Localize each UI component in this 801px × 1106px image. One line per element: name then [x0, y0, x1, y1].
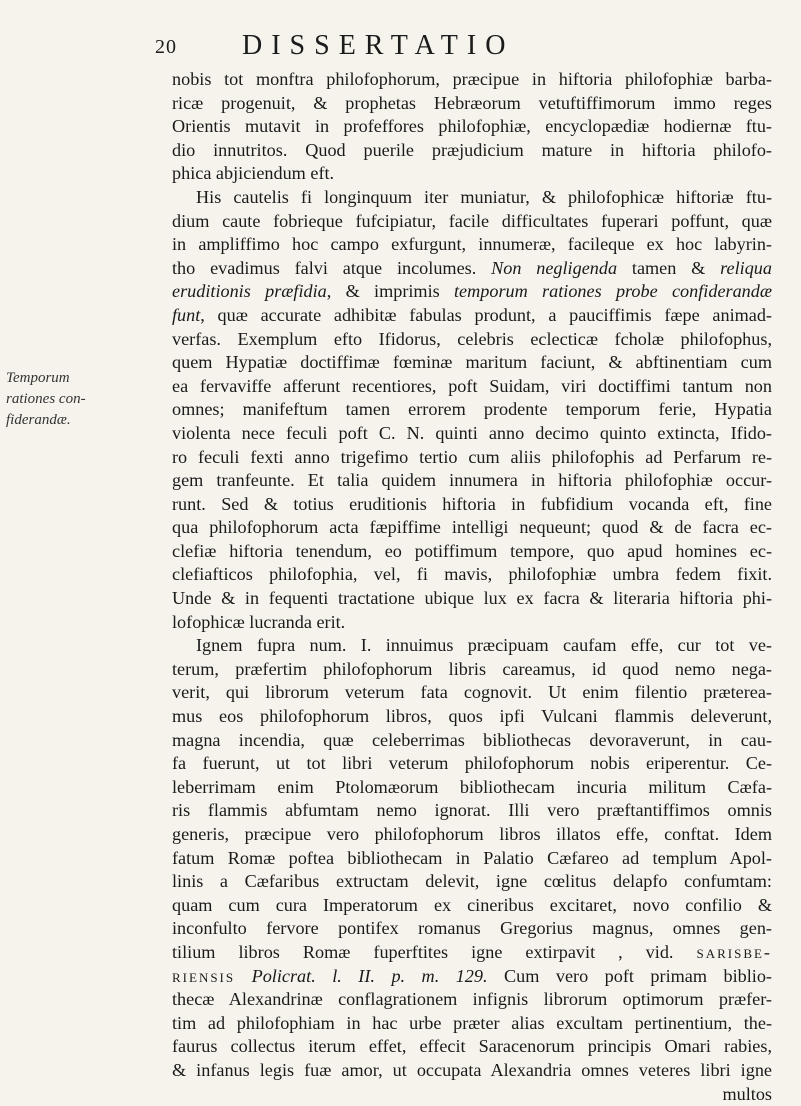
- text-run: tamen &: [617, 257, 721, 278]
- text-line: [172, 965, 772, 989]
- text-line: dium caute fobrieque fufcipiatur, facile difficultates fuperari poffunt, quæ: [172, 210, 772, 231]
- italic-run: eruditionis præfidia: [172, 281, 327, 302]
- text-line: ris flammis abfumtam nemo ignorat. Illi vero præftantiffimos omnis: [172, 800, 772, 821]
- text-line: tim ad philofophiam in hac urbe præter alias excultam pertinentium, the-: [172, 1012, 772, 1033]
- text-line: generis, præcipue vero philofophorum libros illatos effe, conftat. Idem: [172, 824, 772, 844]
- text-line: verfas. Exemplum efto Ifidorus, celebris eclecticæ fcholæ philofophus,: [172, 328, 772, 349]
- text-line: terum, præfertim philofophorum libris careamus, id quod nemo nega-: [172, 658, 772, 679]
- body-text: [172, 68, 772, 1106]
- text-line: & infanus legis fuæ amor, ut occupata Alexandria omnes veteres libri igne: [172, 1059, 772, 1080]
- text-run: , & imprimis: [326, 281, 454, 302]
- margin-note-line: Temporum: [6, 370, 70, 386]
- text-line: Orientis mutavit in profeffores philofophiæ, encyclopædiæ hodiernæ ftu-: [172, 116, 772, 137]
- text-line: gem tranfeunte. Et talia quidem innumera in hiftoria philofophiæ occur-: [172, 470, 772, 491]
- text-line: thecæ Alexandrinæ conflagrationem infignis librorum optimorum præfer-: [172, 989, 772, 1010]
- text-line: in ampliffimo hoc campo exfurgunt, innumeræ, facileque ex hoc labyrin-: [172, 234, 772, 255]
- italic-run: Non negligenda: [491, 257, 618, 278]
- text-line: violenta nece feculi poft C. N. quinti anno decimo quinto extincta, Ifido-: [172, 422, 772, 443]
- text-line: [172, 304, 772, 328]
- text-line: phica abjiciendum eft.: [172, 163, 335, 184]
- text-line: ricæ progenuit, & prophetas Hebræorum vetuftiffimorum immo reges: [172, 92, 772, 113]
- text-line: fa fuerunt, ut tot libri veterum philofophorum nobis eriperentur. Ce-: [172, 753, 772, 774]
- catchword: multos: [722, 1083, 772, 1104]
- text-line: qua philofophorum acta fæpiffime intelligi nequeunt; quod & de facra ec-: [172, 517, 772, 538]
- text-line: His cautelis fi longinquum iter muniatur, & philofophicæ hiftoriæ ftu-: [196, 186, 772, 207]
- text-line: verit, qui librorum veterum fata cognovit. Ut enim filentio præterea-: [172, 682, 772, 703]
- page-number: 20: [155, 36, 177, 58]
- text-line: [172, 257, 772, 281]
- italic-run: reliqua: [720, 257, 772, 278]
- text-run: tilium libros Romæ fuperftites igne extirpavit , vid.: [172, 941, 697, 962]
- small-caps-run: sarisbe-: [696, 941, 772, 962]
- text-line: faurus collectus iterum effet, effecit Saracenorum principis Omari rabies,: [172, 1036, 772, 1057]
- text-line: leberrimam enim Ptolomæorum bibliothecam incuria militum Cæfa-: [172, 776, 772, 797]
- text-run: Cum vero poft primam biblio-: [487, 965, 772, 986]
- margin-note: [6, 368, 94, 431]
- text-line: dio innutritos. Quod puerile præjudicium mature in hiftoria philofo-: [172, 139, 772, 160]
- text-line: Ignem fupra num. I. innuimus præcipuam caufam effe, cur tot ve-: [196, 635, 772, 656]
- italic-run: funt: [172, 304, 201, 325]
- small-caps-run: riensis: [172, 965, 236, 986]
- text-line: Unde & in fequenti tractatione ubique lux ex facra & literaria hiftoria phi-: [172, 588, 772, 609]
- text-line: ea fervaviffe afferunt recentiores, poft Suidam, viri doctiffimi tantum non: [172, 375, 772, 396]
- margin-note-line: rationes con-: [6, 391, 86, 407]
- text-line: magna incendia, quæ celeberrimas bibliothecas devoraverunt, in cau-: [172, 729, 772, 750]
- text-line: mus eos philofophorum libros, quos ipfi Vulcani flammis deleverunt,: [172, 706, 772, 727]
- citation-run: Policrat. l. II. p. m. 129.: [235, 965, 488, 986]
- text-line: quem Hypatiæ doctiffimæ fœminæ maritum faciunt, & abftinentiam cum: [172, 352, 772, 373]
- text-line: [172, 280, 772, 304]
- text-line: [172, 941, 772, 965]
- text-line: clefiæ hiftoria tenendum, eo potiffimum tempore, quo apud homines ec-: [172, 540, 772, 561]
- text-line: runt. Sed & totius eruditionis hiftoria in fubfidium vocanda eft, fine: [172, 493, 772, 514]
- text-run: , quæ accurate adhibitæ fabulas produnt, a pauciffimis fæpe animad-: [200, 304, 772, 325]
- text-line: inconfulto fervore pontifex romanus Gregorius magnus, omnes gen-: [172, 918, 772, 939]
- text-line: fatum Romæ poftea bibliothecam in Palatio Cæfareo ad templum Apol-: [172, 847, 772, 868]
- margin-note-line: fiderandæ.: [6, 412, 71, 428]
- text-line: lofophicæ lucranda erit.: [172, 611, 346, 632]
- running-title: DISSERTATIO: [242, 30, 515, 61]
- italic-run: temporum rationes probe confiderandæ: [454, 281, 773, 302]
- text-line: ro feculi fexti anno trigefimo tertio cum aliis philofophis ad Perfarum re-: [172, 446, 772, 467]
- text-line: clefiafticos philofophia, vel, fi mavis, philofophiæ umbra fedem fixit.: [172, 564, 772, 585]
- text-run: tho evadimus falvi atque incolumes.: [172, 257, 492, 278]
- text-line: nobis tot monftra philofophorum, præcipue in hiftoria philofophiæ barba-: [172, 69, 772, 89]
- text-line: linis a Cæfaribus extructam delevit, igne cœlitus delapfo confumtam:: [172, 871, 772, 892]
- text-line: omnes; manifeftum tamen errorem prodente temporum ferie, Hypatia: [172, 399, 772, 420]
- text-line: quam cum cura Imperatorum ex cineribus excitaret, novo confilio &: [172, 894, 772, 915]
